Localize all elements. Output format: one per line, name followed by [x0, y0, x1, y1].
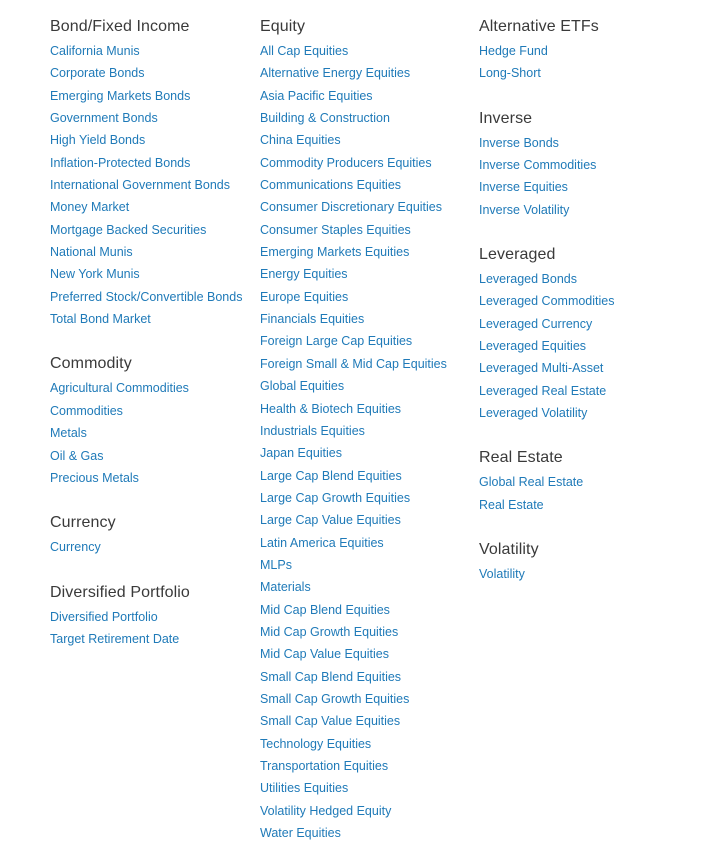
list-item	[260, 465, 475, 487]
category-link-utilities-equities[interactable]: Utilities Equities	[260, 781, 349, 796]
category-link-small-cap-value-equities[interactable]: Small Cap Value Equities	[260, 714, 401, 729]
list-item	[50, 467, 255, 489]
list-item	[479, 290, 694, 312]
list-item	[479, 357, 694, 379]
category-link-leveraged-bonds[interactable]: Leveraged Bonds	[479, 272, 577, 287]
list-item	[50, 606, 255, 628]
category-link-asia-pacific-equities[interactable]: Asia Pacific Equities	[260, 88, 373, 103]
list-item	[50, 308, 255, 330]
category-link-list	[50, 377, 255, 489]
list-item	[260, 174, 475, 196]
section-heading: Currency	[50, 514, 116, 532]
category-link-total-bond-market[interactable]: Total Bond Market	[50, 312, 151, 327]
category-link-list	[50, 536, 255, 558]
list-item	[260, 330, 475, 352]
list-item	[50, 129, 255, 151]
list-item	[50, 196, 255, 218]
section-heading: Real Estate	[479, 449, 563, 467]
list-item	[260, 666, 475, 688]
category-link-emerging-markets-bonds[interactable]: Emerging Markets Bonds	[50, 88, 191, 103]
section-heading: Equity	[260, 18, 306, 35]
list-item	[50, 400, 255, 422]
section-leveraged	[479, 245, 694, 424]
section-heading: Leveraged	[479, 246, 556, 264]
category-link-list	[260, 40, 475, 844]
category-link-commodities[interactable]: Commodities	[50, 403, 123, 418]
list-item	[260, 62, 475, 84]
category-link-diversified-portfolio[interactable]: Diversified Portfolio	[50, 609, 158, 624]
category-link-emerging-markets-equities[interactable]: Emerging Markets Equities	[260, 245, 410, 260]
category-link-high-yield-bonds[interactable]: High Yield Bonds	[50, 133, 146, 148]
list-item	[50, 377, 255, 399]
list-item	[50, 62, 255, 84]
section-heading: Alternative ETFs	[479, 18, 599, 35]
category-column-3	[479, 17, 694, 610]
category-link-consumer-discretionary-equities[interactable]: Consumer Discretionary Equities	[260, 200, 443, 215]
list-item	[50, 85, 255, 107]
list-item	[260, 777, 475, 799]
category-link-list	[50, 40, 255, 330]
category-column-2	[260, 17, 475, 868]
list-item	[260, 398, 475, 420]
list-item	[260, 241, 475, 263]
list-item	[50, 241, 255, 263]
category-link-water-equities[interactable]: Water Equities	[260, 826, 341, 841]
list-item	[50, 445, 255, 467]
category-link-mortgage-backed-securities[interactable]: Mortgage Backed Securities	[50, 222, 207, 237]
list-item	[479, 176, 694, 198]
category-link-list	[479, 40, 694, 85]
category-link-mid-cap-value-equities[interactable]: Mid Cap Value Equities	[260, 647, 390, 662]
list-item	[479, 62, 694, 84]
list-item	[50, 219, 255, 241]
list-item	[50, 263, 255, 285]
section-heading: Diversified Portfolio	[50, 583, 190, 601]
category-link-preferred-stock-convertible-bonds[interactable]: Preferred Stock/Convertible Bonds	[50, 289, 243, 304]
list-item	[260, 621, 475, 643]
list-item	[50, 107, 255, 129]
list-item	[479, 154, 694, 176]
list-item	[260, 308, 475, 330]
category-link-volatility[interactable]: Volatility	[479, 567, 525, 582]
list-item	[260, 263, 475, 285]
list-item	[50, 536, 255, 558]
category-link-all-cap-equities[interactable]: All Cap Equities	[260, 44, 349, 58]
section-equity	[260, 17, 475, 844]
section-alternative-etfs	[479, 17, 694, 85]
category-link-money-market[interactable]: Money Market	[50, 200, 130, 215]
category-link-industrials-equities[interactable]: Industrials Equities	[260, 423, 365, 438]
category-link-california-munis[interactable]: California Munis	[50, 44, 140, 58]
section-bond-fixed-income	[50, 17, 255, 330]
category-link-foreign-large-cap-equities[interactable]: Foreign Large Cap Equities	[260, 334, 413, 349]
list-item	[260, 733, 475, 755]
category-link-precious-metals[interactable]: Precious Metals	[50, 470, 139, 485]
category-link-list	[50, 606, 255, 651]
list-item	[479, 132, 694, 154]
category-link-commodity-producers-equities[interactable]: Commodity Producers Equities	[260, 155, 432, 170]
category-link-inverse-volatility[interactable]: Inverse Volatility	[479, 202, 570, 217]
section-heading: Bond/Fixed Income	[50, 18, 190, 35]
category-link-international-government-bonds[interactable]: International Government Bonds	[50, 178, 230, 193]
category-link-small-cap-blend-equities[interactable]: Small Cap Blend Equities	[260, 669, 402, 684]
category-link-europe-equities[interactable]: Europe Equities	[260, 289, 349, 304]
list-item	[479, 313, 694, 335]
category-link-global-real-estate[interactable]: Global Real Estate	[479, 475, 584, 490]
category-link-list	[479, 132, 694, 221]
list-item	[260, 487, 475, 509]
category-link-metals[interactable]: Metals	[50, 426, 87, 441]
list-item	[260, 822, 475, 844]
list-item	[260, 152, 475, 174]
category-link-japan-equities[interactable]: Japan Equities	[260, 446, 343, 461]
category-link-list	[479, 563, 694, 585]
list-item	[260, 643, 475, 665]
list-item	[260, 40, 475, 62]
category-link-leveraged-real-estate[interactable]: Leveraged Real Estate	[479, 383, 607, 398]
category-link-materials[interactable]: Materials	[260, 580, 311, 595]
list-item	[260, 442, 475, 464]
category-link-consumer-staples-equities[interactable]: Consumer Staples Equities	[260, 222, 411, 237]
category-link-transportation-equities[interactable]: Transportation Equities	[260, 759, 389, 773]
list-item	[479, 471, 694, 493]
category-link-leveraged-commodities[interactable]: Leveraged Commodities	[479, 294, 615, 309]
category-link-corporate-bonds[interactable]: Corporate Bonds	[50, 66, 145, 81]
list-item	[479, 494, 694, 516]
list-item	[260, 688, 475, 710]
list-item	[260, 532, 475, 554]
category-link-mid-cap-blend-equities[interactable]: Mid Cap Blend Equities	[260, 602, 390, 617]
section-volatility	[479, 540, 694, 585]
section-heading: Inverse	[479, 109, 533, 127]
category-link-inverse-equities[interactable]: Inverse Equities	[479, 180, 568, 195]
category-link-national-munis[interactable]: National Munis	[50, 245, 133, 260]
category-link-oil-and-gas[interactable]: Oil & Gas	[50, 448, 104, 463]
category-link-mid-cap-growth-equities[interactable]: Mid Cap Growth Equities	[260, 624, 399, 639]
category-link-leveraged-volatility[interactable]: Leveraged Volatility	[479, 406, 588, 421]
category-link-leveraged-multi-asset[interactable]: Leveraged Multi-Asset	[479, 361, 604, 376]
list-item	[260, 129, 475, 151]
list-item	[260, 85, 475, 107]
category-link-new-york-munis[interactable]: New York Munis	[50, 267, 140, 282]
list-item	[50, 174, 255, 196]
category-link-leveraged-equities[interactable]: Leveraged Equities	[479, 339, 587, 354]
list-item	[260, 710, 475, 732]
list-item	[260, 353, 475, 375]
section-heading: Commodity	[50, 355, 132, 373]
section-heading: Volatility	[479, 541, 539, 559]
category-link-global-equities[interactable]: Global Equities	[260, 379, 345, 394]
category-link-real-estate[interactable]: Real Estate	[479, 497, 544, 512]
list-item	[260, 599, 475, 621]
category-link-inverse-commodities[interactable]: Inverse Commodities	[479, 158, 597, 173]
list-item	[260, 800, 475, 822]
category-link-large-cap-value-equities[interactable]: Large Cap Value Equities	[260, 513, 401, 528]
list-item	[260, 755, 475, 777]
category-link-leveraged-currency[interactable]: Leveraged Currency	[479, 316, 593, 331]
category-link-large-cap-growth-equities[interactable]: Large Cap Growth Equities	[260, 490, 411, 505]
category-link-alternative-energy-equities[interactable]: Alternative Energy Equities	[260, 66, 411, 81]
list-item	[479, 268, 694, 290]
section-real-estate	[479, 448, 694, 516]
category-link-volatility-hedged-equity[interactable]: Volatility Hedged Equity	[260, 803, 392, 818]
category-link-hedge-fund[interactable]: Hedge Fund	[479, 44, 548, 58]
category-link-list	[479, 471, 694, 516]
list-item	[50, 286, 255, 308]
list-item	[260, 554, 475, 576]
category-link-small-cap-growth-equities[interactable]: Small Cap Growth Equities	[260, 691, 410, 706]
category-link-currency[interactable]: Currency	[50, 540, 101, 555]
category-link-communications-equities[interactable]: Communications Equities	[260, 178, 402, 193]
category-link-foreign-small-and-mid-cap-equities[interactable]: Foreign Small & Mid Cap Equities	[260, 356, 447, 371]
list-item	[479, 402, 694, 424]
category-column-1	[50, 17, 255, 674]
category-link-building-and-construction[interactable]: Building & Construction	[260, 111, 390, 126]
category-link-mlps[interactable]: MLPs	[260, 557, 292, 572]
list-item	[50, 40, 255, 62]
section-inverse	[479, 109, 694, 221]
section-currency	[50, 513, 255, 558]
list-item	[260, 375, 475, 397]
list-item	[260, 107, 475, 129]
category-link-technology-equities[interactable]: Technology Equities	[260, 736, 372, 751]
category-link-china-equities[interactable]: China Equities	[260, 133, 341, 148]
category-link-inverse-bonds[interactable]: Inverse Bonds	[479, 135, 559, 150]
list-item	[50, 628, 255, 650]
list-item	[260, 509, 475, 531]
list-item	[260, 286, 475, 308]
category-link-health-and-biotech-equities[interactable]: Health & Biotech Equities	[260, 401, 402, 416]
list-item	[260, 196, 475, 218]
category-link-agricultural-commodities[interactable]: Agricultural Commodities	[50, 381, 189, 396]
category-link-latin-america-equities[interactable]: Latin America Equities	[260, 535, 384, 550]
list-item	[479, 199, 694, 221]
list-item	[479, 335, 694, 357]
list-item	[260, 420, 475, 442]
list-item	[50, 422, 255, 444]
section-commodity	[50, 354, 255, 489]
category-link-inflation-protected-bonds[interactable]: Inflation-Protected Bonds	[50, 155, 191, 170]
category-link-energy-equities[interactable]: Energy Equities	[260, 267, 348, 282]
list-item	[479, 380, 694, 402]
category-link-list	[479, 268, 694, 424]
category-link-financials-equities[interactable]: Financials Equities	[260, 312, 365, 327]
list-item	[479, 563, 694, 585]
section-diversified-portfolio	[50, 583, 255, 651]
list-item	[260, 576, 475, 598]
list-item	[479, 40, 694, 62]
category-link-large-cap-blend-equities[interactable]: Large Cap Blend Equities	[260, 468, 402, 483]
list-item	[260, 219, 475, 241]
category-link-target-retirement-date[interactable]: Target Retirement Date	[50, 631, 180, 646]
list-item	[50, 152, 255, 174]
category-link-long-short[interactable]: Long-Short	[479, 66, 541, 81]
category-link-government-bonds[interactable]: Government Bonds	[50, 111, 158, 126]
